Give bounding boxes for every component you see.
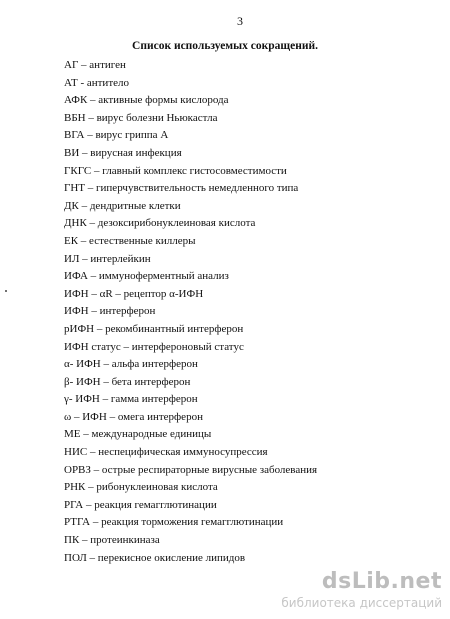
page-title: Список используемых сокращений. [132, 40, 318, 52]
abbreviation-item: АТ - антитело [64, 76, 130, 89]
abbreviation-item: ДНК – дезоксирибонуклеиновая кислота [64, 217, 256, 230]
abbreviation-item: АГ – антиген [64, 59, 126, 71]
abbreviation-item: ВБН – вирус болезни Ньюкастла [64, 111, 218, 124]
abbreviation-item: ИФА – иммуноферментный анализ [64, 270, 229, 283]
abbreviation-item: ГНТ – гиперчувствительность немедленного типа [64, 182, 299, 195]
watermark-subtitle: библиотека диссертаций [281, 596, 442, 610]
abbreviation-item: ИЛ – интерлейкин [64, 252, 151, 265]
abbreviation-item: ИФН – интерферон [64, 305, 156, 318]
abbreviation-item: ПОЛ – перекисное окисление липидов [64, 551, 246, 564]
abbreviation-item: РГА – реакция гемагглютинации [64, 498, 217, 511]
abbreviation-item: ЕК – естественные киллеры [64, 234, 196, 247]
abbreviation-item: ВГА – вирус гриппа А [64, 129, 169, 142]
page-number: 3 [237, 14, 243, 28]
abbreviation-item: ОРВЗ – острые респираторные вирусные заболевания [64, 463, 318, 476]
abbreviation-item: ИФН – αR – рецептор α-ИФН [64, 287, 204, 300]
abbreviation-item: ГКГС – главный комплекс гистосовместимости [64, 164, 287, 177]
abbreviation-item: АФК – активные формы кислорода [64, 94, 229, 107]
abbreviation-item: α- ИФН – альфа интерферон [64, 358, 198, 371]
scan-speck [5, 290, 7, 292]
abbreviation-item: β- ИФН – бета интерферон [64, 375, 191, 388]
watermark [252, 569, 442, 611]
abbreviation-item: РНК – рибонуклеиновая кислота [64, 481, 218, 494]
abbreviation-item: МЕ – международные единицы [64, 428, 212, 441]
abbreviation-item: РТГА – реакция торможения гемагглютинации [64, 516, 284, 529]
abbreviation-list [64, 57, 317, 567]
abbreviation-item: ПК – протеинкиназа [64, 534, 160, 547]
abbreviation-item: рИФН – рекомбинантный интерферон [64, 322, 244, 335]
watermark-logo: dsLib.net [321, 569, 442, 594]
abbreviation-item: γ- ИФН – гамма интерферон [64, 393, 198, 406]
abbreviation-item: ДК – дендритные клетки [64, 199, 181, 212]
abbreviation-item: ω – ИФН – омега интерферон [64, 410, 203, 423]
abbreviation-item: ИФН статус – интерфероновый статус [64, 340, 244, 353]
abbreviation-item: ВИ – вирусная инфекция [64, 146, 182, 159]
abbreviation-item: НИС – неспецифическая иммуносупрессия [64, 446, 268, 459]
